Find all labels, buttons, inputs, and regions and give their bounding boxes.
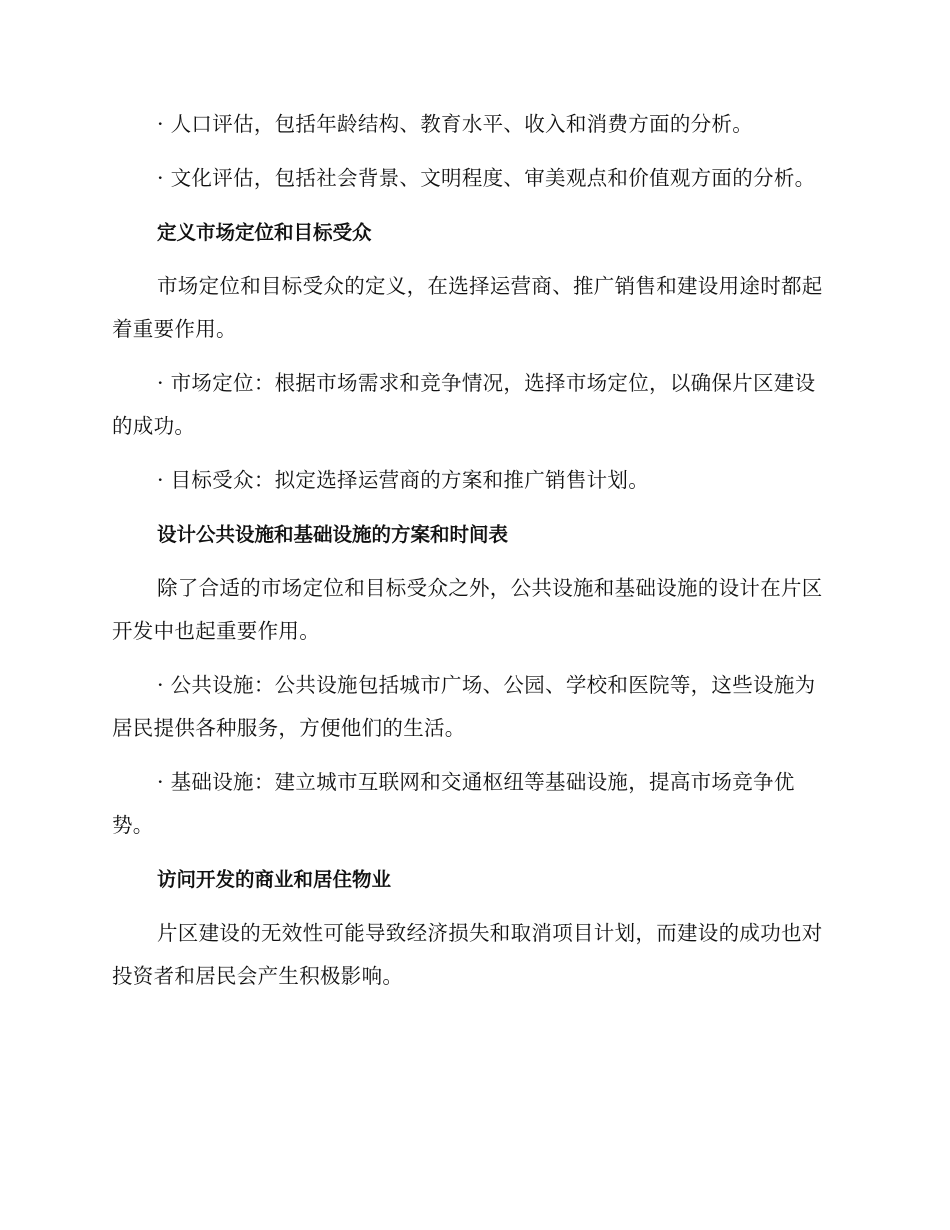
section-heading-market-positioning: 定义市场定位和目标受众 (157, 221, 372, 244)
bullet-market-positioning: · 市场定位：根据市场需求和竞争情况，选择市场定位，以确保片区建设的成功。 (112, 371, 816, 438)
section-heading-facilities-design: 设计公共设施和基础设施的方案和时间表 (157, 523, 509, 546)
bullet-target-audience: · 目标受众：拟定选择运营商的方案和推广销售计划。 (157, 468, 650, 492)
section-heading-property-visit: 访问开发的商业和居住物业 (157, 868, 392, 891)
bullet-public-facilities: · 公共设施：公共设施包括城市广场、公园、学校和医院等，这些设施为居民提供各种服务，方便他们的生活。 (112, 673, 816, 740)
bullet-cultural-assessment: · 文化评估，包括社会背景、文明程度、审美观点和价值观方面的分析。 (157, 166, 816, 190)
bullet-infrastructure: · 基础设施：建立城市互联网和交通枢纽等基础设施，提高市场竞争优势。 (112, 770, 795, 837)
paragraph-property-visit: 片区建设的无效性可能导致经济损失和取消项目计划，而建设的成功也对投资者和居民会产生积极影响。 (112, 921, 823, 988)
paragraph-market-positioning: 市场定位和目标受众的定义，在选择运营商、推广销售和建设用途时都起着重要作用。 (112, 274, 823, 341)
bullet-population-assessment: · 人口评估，包括年龄结构、教育水平、收入和消费方面的分析。 (157, 112, 754, 136)
document-body (112, 103, 832, 1009)
paragraph-facilities-design: 除了合适的市场定位和目标受众之外，公共设施和基础设施的设计在片区开发中也起重要作用。 (112, 576, 823, 643)
